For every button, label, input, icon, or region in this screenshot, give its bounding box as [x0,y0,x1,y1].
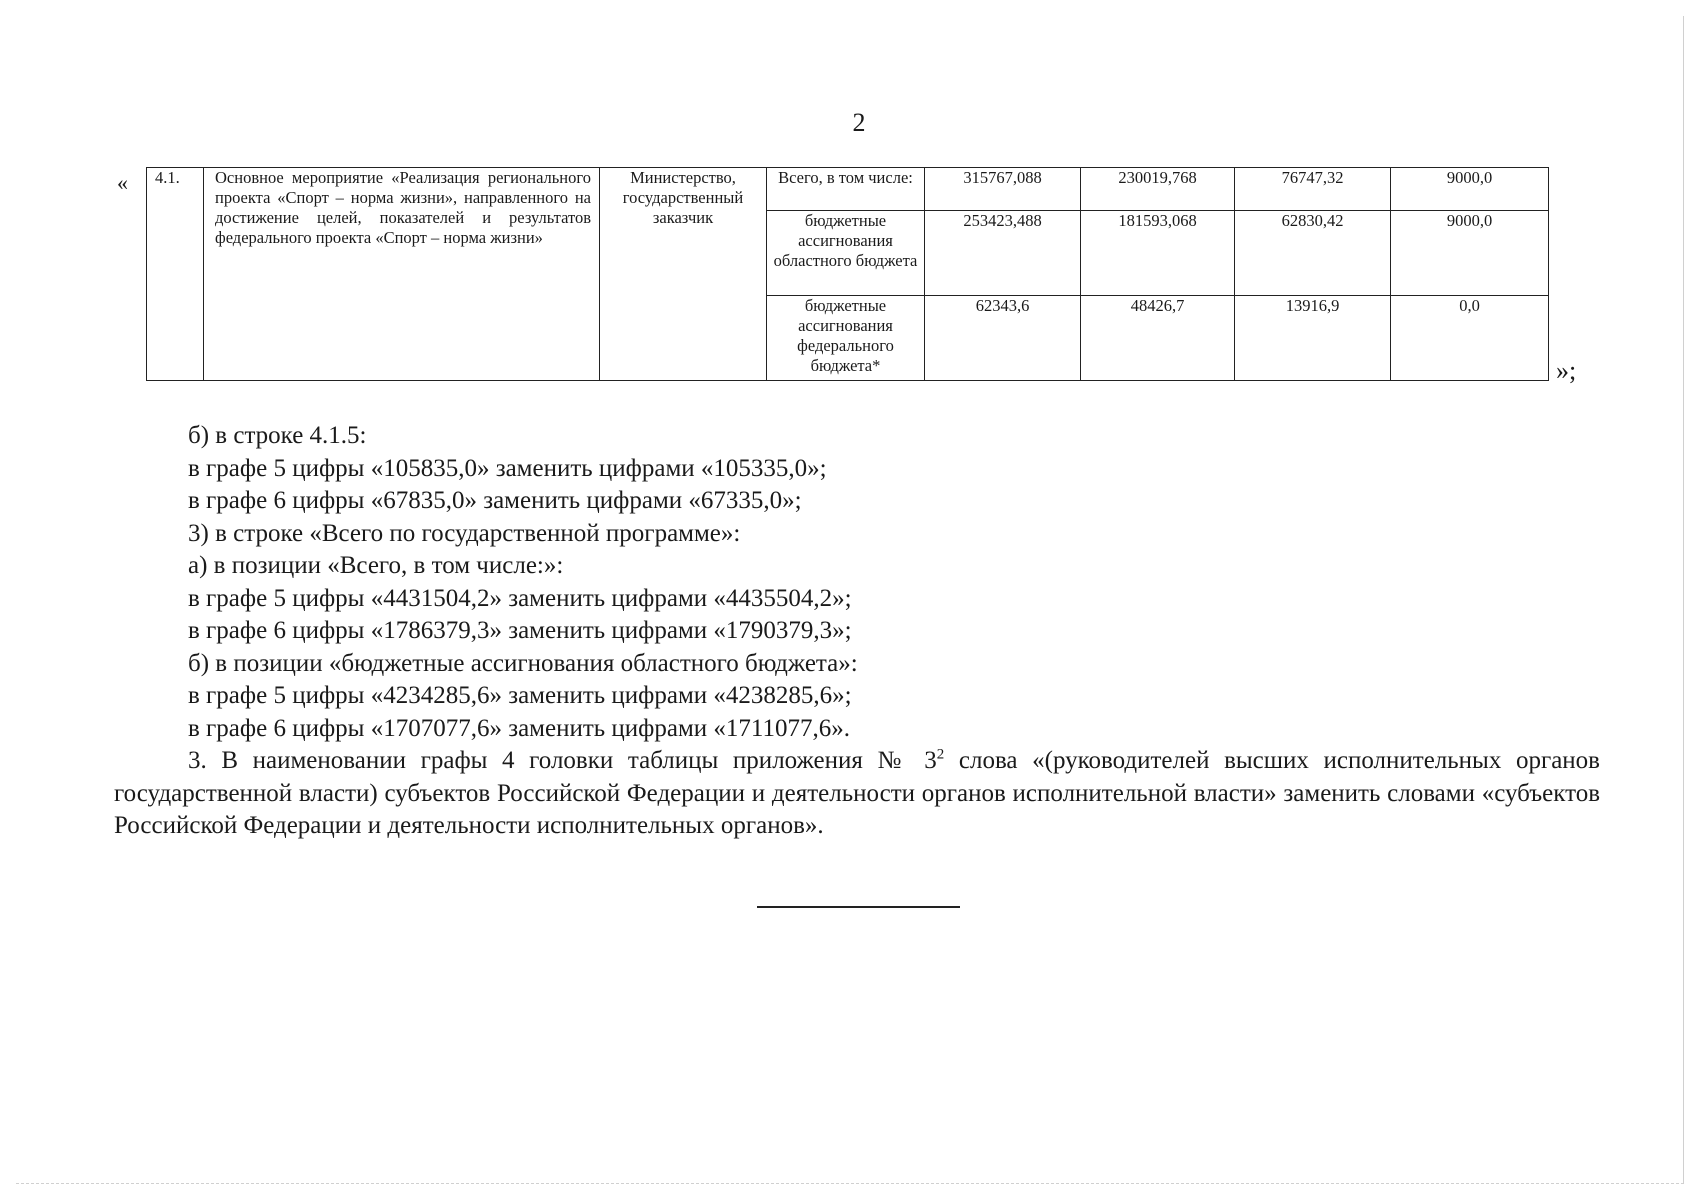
row-number-cell: 4.1. [147,168,204,381]
executor-cell: Министерство, государственный заказчик [600,168,767,381]
text-line: б) в позиции «бюджетные ассигнования областного бюджета»: [188,649,858,677]
text-line: 3) в строке «Всего по государственной программе»: [188,519,741,547]
table-close-quote: »; [1556,356,1577,385]
table-row [147,168,1549,211]
table-open-quote: « [117,170,128,195]
value-cell: 48426,7 [1081,296,1235,381]
paragraph-3-part2: слова «(руководителей высших исполнительных органов государственной власти) субъектов Российской Федерации и деятельности органов исполнительной власти» заменить словами «субъектов Российской Федерации и деятельности исполнительных органов». [114,747,1600,839]
value-cell: 62343,6 [925,296,1081,381]
value-cell: 62830,42 [1235,211,1391,296]
value-cell: 13916,9 [1235,296,1391,381]
value-cell: 9000,0 [1391,211,1549,296]
text-line: в графе 6 цифры «67835,0» заменить цифрами «67335,0»; [188,487,802,514]
funding-source-cell: бюджетные ассигнования федерального бюджета* [767,296,925,381]
budget-table [146,167,1549,381]
superscript: 2 [936,746,945,763]
amendment-text [114,420,1600,843]
paragraph-3 [114,745,1600,843]
text-line: в графе 5 цифры «105835,0» заменить цифрами «105335,0»; [188,454,827,482]
text-line: в графе 5 цифры «4431504,2» заменить цифрами «4435504,2»; [188,584,852,612]
page-number: 2 [852,108,866,137]
text-line: в графе 6 цифры «1707077,6» заменить цифрами «1711077,6». [188,714,850,742]
value-cell: 181593,068 [1081,211,1235,296]
value-cell: 230019,768 [1081,168,1235,211]
value-cell: 253423,488 [925,211,1081,296]
text-line: б) в строке 4.1.5: [188,422,367,449]
funding-source-cell: бюджетные ассигнования областного бюджета [767,211,925,296]
value-cell: 315767,088 [925,168,1081,211]
text-line: в графе 5 цифры «4234285,6» заменить цифрами «4238285,6»; [188,682,852,709]
value-cell: 9000,0 [1391,168,1549,211]
text-line: а) в позиции «Всего, в том числе:»: [188,552,564,579]
text-line: в графе 6 цифры «1786379,3» заменить цифрами «1790379,3»; [188,617,852,644]
event-description-cell: Основное мероприятие «Реализация регионального проекта «Спорт – норма жизни», направленного на достижение целей, показателей и результатов федерального проекта «Спорт – норма жизни» [204,168,600,381]
end-separator-line [757,906,960,908]
funding-source-cell: Всего, в том числе: [767,168,925,211]
paragraph-3-part1: 3. В наименовании графы 4 головки таблицы приложения № 3 [188,747,937,774]
value-cell: 76747,32 [1235,168,1391,211]
value-cell: 0,0 [1391,296,1549,381]
